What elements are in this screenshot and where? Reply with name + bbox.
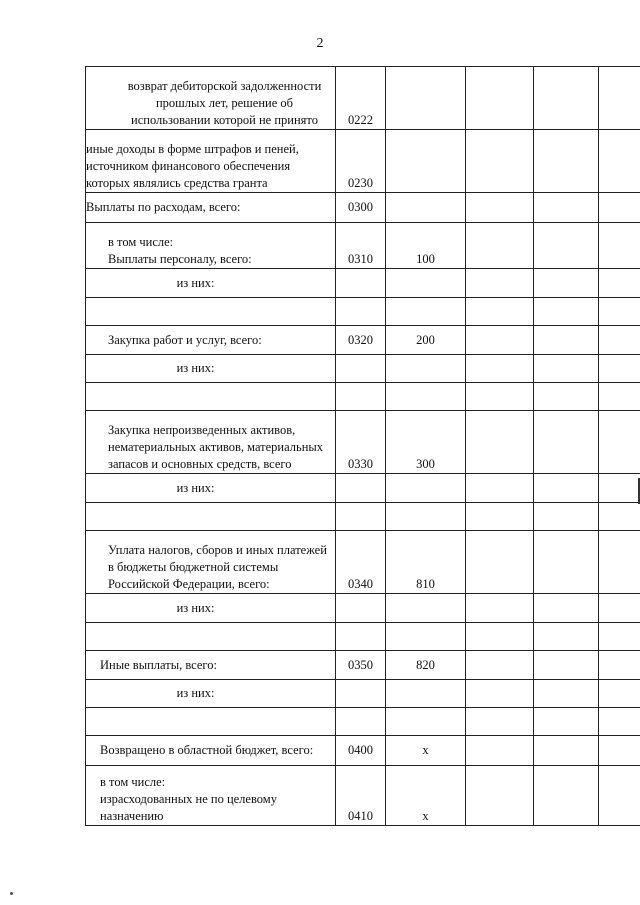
row-description: Закупка непроизведенных активов, нематериальных активов, материальных запасов и основных средств, всего: [86, 411, 336, 474]
table-row: [86, 474, 640, 503]
row-description: Уплата налогов, сборов и иных платежей в бюджеты бюджетной системы Российской Федерации, всего:: [86, 531, 336, 594]
empty-cell: [534, 326, 599, 355]
row-description: [86, 298, 336, 326]
empty-cell: [534, 680, 599, 708]
row-description-intro: в том числе:: [108, 235, 174, 249]
empty-cell: [599, 736, 640, 766]
empty-cell: [466, 594, 534, 623]
row-kosgu: [386, 67, 466, 130]
row-description: [86, 383, 336, 411]
empty-cell: [534, 531, 599, 594]
row-kosgu: 200: [386, 326, 466, 355]
row-kosgu: 300: [386, 411, 466, 474]
row-kosgu: [386, 355, 466, 383]
row-kosgu: [386, 130, 466, 193]
empty-cell: [599, 326, 640, 355]
row-code: [336, 680, 386, 708]
table-row: [86, 383, 640, 411]
scan-dot: [10, 892, 13, 895]
row-kosgu: [386, 708, 466, 736]
empty-cell: [466, 326, 534, 355]
table-row: [86, 708, 640, 736]
empty-cell: [599, 298, 640, 326]
row-description: [86, 708, 336, 736]
empty-cell: [466, 223, 534, 269]
row-description-main: израсходованных не по целевому назначению: [100, 792, 277, 823]
row-code: [336, 355, 386, 383]
empty-cell: [534, 474, 599, 503]
empty-cell: [599, 680, 640, 708]
empty-cell: [466, 708, 534, 736]
empty-cell: [466, 736, 534, 766]
empty-cell: [534, 298, 599, 326]
row-description: из них:: [86, 594, 336, 623]
empty-cell: [599, 193, 640, 223]
row-code: [336, 298, 386, 326]
table-row: [86, 67, 640, 130]
row-code: 0350: [336, 651, 386, 680]
empty-cell: [599, 411, 640, 474]
empty-cell: [599, 223, 640, 269]
row-description-main: Выплаты персоналу, всего:: [108, 252, 252, 266]
empty-cell: [534, 503, 599, 531]
empty-cell: [466, 766, 534, 826]
row-description: Возвращено в областной бюджет, всего:: [86, 736, 336, 766]
table-row: [86, 355, 640, 383]
empty-cell: [599, 708, 640, 736]
row-kosgu: [386, 474, 466, 503]
empty-cell: [466, 411, 534, 474]
empty-cell: [599, 766, 640, 826]
empty-cell: [466, 298, 534, 326]
empty-cell: [599, 594, 640, 623]
row-kosgu: x: [386, 736, 466, 766]
row-description: [86, 623, 336, 651]
page-number: 2: [316, 36, 324, 51]
table-row: [86, 193, 640, 223]
table-row: [86, 766, 640, 826]
row-description: из них:: [86, 474, 336, 503]
row-description: Выплаты по расходам, всего:: [86, 193, 336, 223]
empty-cell: [599, 130, 640, 193]
table-row: [86, 326, 640, 355]
empty-cell: [534, 736, 599, 766]
empty-cell: [599, 67, 640, 130]
row-description: из них:: [86, 355, 336, 383]
row-kosgu: [386, 193, 466, 223]
empty-cell: [534, 67, 599, 130]
empty-cell: [466, 680, 534, 708]
row-code: 0320: [336, 326, 386, 355]
row-kosgu: [386, 503, 466, 531]
row-code: 0300: [336, 193, 386, 223]
table-row: [86, 651, 640, 680]
table-row: [86, 680, 640, 708]
empty-cell: [599, 503, 640, 531]
row-kosgu: [386, 298, 466, 326]
row-code: 0330: [336, 411, 386, 474]
empty-cell: [534, 594, 599, 623]
row-description: [86, 223, 336, 269]
table-row: [86, 298, 640, 326]
row-kosgu: [386, 594, 466, 623]
row-description: возврат дебиторской задолженности прошлых лет, решение об использовании которой не принято: [86, 67, 336, 130]
empty-cell: [466, 269, 534, 298]
row-description: [86, 766, 336, 826]
empty-cell: [466, 474, 534, 503]
row-code: [336, 474, 386, 503]
empty-cell: [466, 623, 534, 651]
table-row: [86, 531, 640, 594]
table-row: [86, 269, 640, 298]
row-code: [336, 383, 386, 411]
empty-cell: [599, 383, 640, 411]
report-table: [85, 66, 640, 826]
row-code: [336, 623, 386, 651]
empty-cell: [599, 474, 640, 503]
table-row: [86, 130, 640, 193]
row-code: 0230: [336, 130, 386, 193]
empty-cell: [599, 269, 640, 298]
empty-cell: [599, 651, 640, 680]
table-row: [86, 623, 640, 651]
empty-cell: [466, 503, 534, 531]
row-kosgu: [386, 623, 466, 651]
empty-cell: [534, 130, 599, 193]
table-row: [86, 594, 640, 623]
empty-cell: [534, 269, 599, 298]
row-description: из них:: [86, 269, 336, 298]
table-row: [86, 223, 640, 269]
empty-cell: [466, 383, 534, 411]
empty-cell: [534, 766, 599, 826]
empty-cell: [534, 383, 599, 411]
empty-cell: [534, 708, 599, 736]
row-code: [336, 503, 386, 531]
empty-cell: [466, 531, 534, 594]
empty-cell: [466, 130, 534, 193]
row-kosgu: 100: [386, 223, 466, 269]
row-description: Закупка работ и услуг, всего:: [86, 326, 336, 355]
table-row: [86, 411, 640, 474]
row-code: [336, 269, 386, 298]
row-code: 0410: [336, 766, 386, 826]
row-kosgu: [386, 269, 466, 298]
empty-cell: [599, 355, 640, 383]
row-code: [336, 708, 386, 736]
empty-cell: [466, 193, 534, 223]
empty-cell: [534, 223, 599, 269]
row-description: [86, 503, 336, 531]
empty-cell: [534, 355, 599, 383]
empty-cell: [599, 531, 640, 594]
table-row: [86, 736, 640, 766]
table-row: [86, 503, 640, 531]
row-code: 0340: [336, 531, 386, 594]
row-kosgu: [386, 680, 466, 708]
empty-cell: [466, 355, 534, 383]
empty-cell: [466, 67, 534, 130]
row-kosgu: [386, 383, 466, 411]
row-kosgu: x: [386, 766, 466, 826]
row-kosgu: 820: [386, 651, 466, 680]
row-description: Иные выплаты, всего:: [86, 651, 336, 680]
empty-cell: [466, 651, 534, 680]
empty-cell: [534, 651, 599, 680]
row-description-intro: в том числе:: [100, 775, 166, 789]
row-code: 0400: [336, 736, 386, 766]
empty-cell: [534, 193, 599, 223]
row-code: 0222: [336, 67, 386, 130]
row-description: иные доходы в форме штрафов и пеней, источником финансового обеспечения которых являлись средства гранта: [86, 130, 336, 193]
empty-cell: [534, 623, 599, 651]
empty-cell: [534, 411, 599, 474]
row-kosgu: 810: [386, 531, 466, 594]
row-code: [336, 594, 386, 623]
row-code: 0310: [336, 223, 386, 269]
row-description: из них:: [86, 680, 336, 708]
empty-cell: [599, 623, 640, 651]
